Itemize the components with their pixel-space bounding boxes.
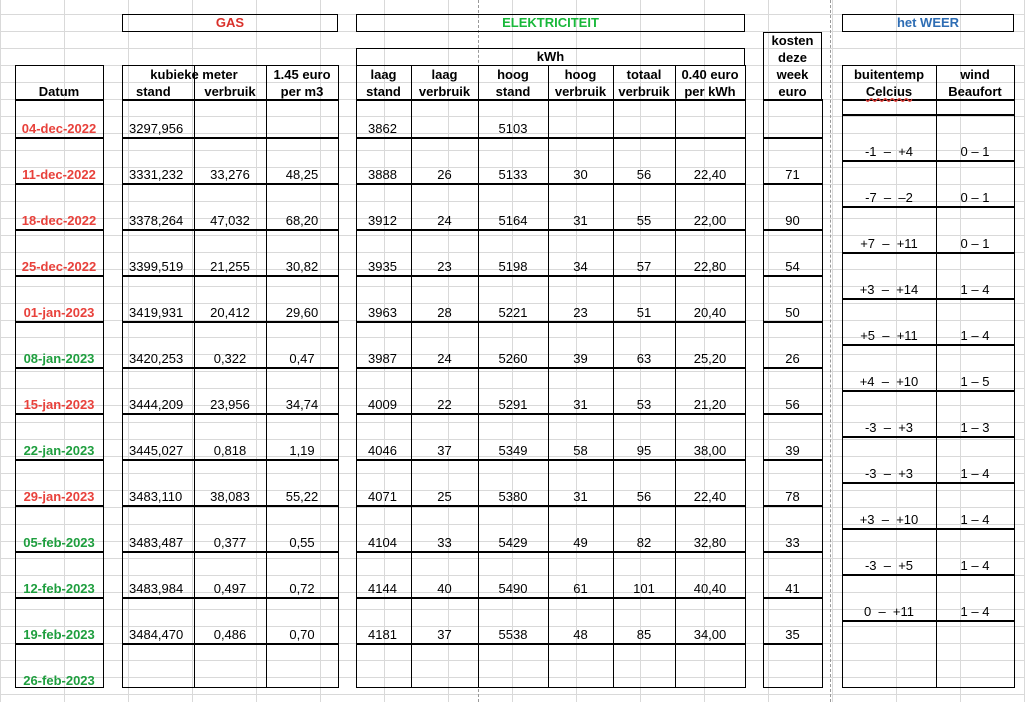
row-divider bbox=[15, 183, 104, 185]
el-euro-cell: 20,40 bbox=[693, 305, 727, 320]
kosten-col-border bbox=[763, 99, 823, 688]
laag-verbruik-cell: 23 bbox=[437, 259, 452, 274]
row-divider bbox=[122, 597, 339, 599]
row-divider bbox=[15, 459, 104, 461]
row-divider bbox=[122, 551, 339, 553]
row-divider bbox=[15, 137, 104, 139]
laag-verbruik-cell: 22 bbox=[437, 397, 452, 412]
hoog-stand-cell: 5260 bbox=[498, 351, 528, 366]
weather-row-divider bbox=[842, 344, 1015, 346]
row-divider bbox=[356, 551, 746, 553]
row-divider bbox=[122, 321, 339, 323]
gas-verbruik-header: verbruik bbox=[204, 84, 256, 99]
datum-header: Datum bbox=[38, 84, 80, 99]
gas-stand-cell: 3399,519 bbox=[129, 259, 184, 274]
laag-stand-cell: 3987 bbox=[368, 351, 397, 366]
hoog-stand-cell: 5103 bbox=[498, 121, 528, 136]
row-divider bbox=[15, 413, 104, 415]
weather-wind-cell: 0 – 1 bbox=[960, 190, 990, 205]
row-divider bbox=[763, 643, 823, 645]
kosten-header-4: euro bbox=[778, 84, 807, 99]
hoog-stand-cell: 5349 bbox=[498, 443, 528, 458]
row-date: 19-feb-2023 bbox=[23, 627, 95, 642]
hoog-verbruik-cell: 23 bbox=[573, 305, 588, 320]
row-divider bbox=[763, 275, 823, 277]
laag-stand-cell: 3862 bbox=[368, 121, 397, 136]
laag-stand-cell: 4046 bbox=[368, 443, 397, 458]
row-divider bbox=[15, 597, 104, 599]
gas-verbruik-cell: 23,956 bbox=[210, 397, 250, 412]
hoog-verbruik-cell: 30 bbox=[573, 167, 588, 182]
kwh-header: kWh bbox=[536, 49, 565, 64]
hoog-verbruik-header-top: hoog bbox=[564, 67, 597, 82]
totaal-verbruik-cell: 56 bbox=[636, 167, 652, 182]
row-date: 26-feb-2023 bbox=[23, 673, 95, 688]
row-divider bbox=[763, 229, 823, 231]
laag-stand-cell: 4104 bbox=[368, 535, 397, 550]
gas-stand-cell: 3445,027 bbox=[129, 443, 184, 458]
kosten-cell: 78 bbox=[785, 489, 800, 504]
kosten-cell: 35 bbox=[785, 627, 800, 642]
row-date: 12-feb-2023 bbox=[23, 581, 95, 596]
row-divider bbox=[15, 229, 104, 231]
row-divider bbox=[763, 597, 823, 599]
laag-verbruik-cell: 33 bbox=[437, 535, 452, 550]
el-price-header-top: 0.40 euro bbox=[681, 67, 739, 82]
gas-title: GAS bbox=[215, 15, 245, 30]
row-divider bbox=[15, 367, 104, 369]
weather-temp-cell: -3 – +3 bbox=[864, 420, 914, 435]
weer-title: het WEER bbox=[896, 15, 960, 30]
el-euro-cell: 21,20 bbox=[693, 397, 727, 412]
el-euro-cell: 22,00 bbox=[693, 213, 727, 228]
weather-row-divider bbox=[842, 160, 1015, 162]
hoog-verbruik-cell: 31 bbox=[573, 489, 588, 504]
weather-temp-cell: -7 – –2 bbox=[865, 190, 913, 205]
laag-verbruik-cell: 24 bbox=[437, 351, 452, 366]
hoog-stand-cell: 5221 bbox=[498, 305, 528, 320]
laag-verbruik-cell: 28 bbox=[437, 305, 452, 320]
el-euro-cell: 22,80 bbox=[693, 259, 727, 274]
kosten-header-1: kosten bbox=[771, 33, 814, 48]
gas-euro-cell: 0,47 bbox=[289, 351, 315, 366]
kosten-cell: 39 bbox=[785, 443, 800, 458]
row-date: 22-jan-2023 bbox=[23, 443, 95, 458]
weather-row-divider bbox=[842, 620, 1015, 622]
laag-verbruik-cell: 37 bbox=[437, 443, 452, 458]
weather-wind-cell: 0 – 1 bbox=[960, 236, 990, 251]
row-divider bbox=[122, 275, 339, 277]
laag-verbruik-cell: 25 bbox=[437, 489, 452, 504]
gas-stand-cell: 3331,232 bbox=[129, 167, 184, 182]
row-divider bbox=[763, 183, 823, 185]
row-divider bbox=[356, 413, 746, 415]
row-divider bbox=[356, 459, 746, 461]
header-divider bbox=[842, 99, 1015, 101]
weather-row-divider bbox=[842, 206, 1015, 208]
gas-stand-cell: 3484,470 bbox=[129, 627, 184, 642]
header-divider bbox=[763, 99, 823, 101]
row-date: 18-dec-2022 bbox=[21, 213, 97, 228]
weather-row-divider bbox=[842, 114, 1015, 116]
wind-header: wind bbox=[960, 67, 990, 82]
laag-verbruik-cell: 40 bbox=[437, 581, 452, 596]
gas-verbruik-cell: 21,255 bbox=[210, 259, 250, 274]
hoog-stand-cell: 5538 bbox=[498, 627, 528, 642]
totaal-verbruik-header-top: totaal bbox=[626, 67, 662, 82]
row-divider bbox=[15, 275, 104, 277]
laag-stand-header-top: laag bbox=[370, 67, 397, 82]
gas-verbruik-cell: 33,276 bbox=[210, 167, 250, 182]
weather-row-divider bbox=[842, 528, 1015, 530]
laag-stand-header-bottom: stand bbox=[366, 84, 401, 99]
hoog-verbruik-cell: 49 bbox=[573, 535, 588, 550]
row-divider bbox=[15, 643, 104, 645]
gas-euro-cell: 34,74 bbox=[285, 397, 319, 412]
row-divider bbox=[763, 137, 823, 139]
row-divider bbox=[356, 367, 746, 369]
row-date: 25-dec-2022 bbox=[21, 259, 97, 274]
weather-row-divider bbox=[842, 390, 1015, 392]
weather-wind-cell: 0 – 1 bbox=[960, 144, 990, 159]
gas-euro-cell: 48,25 bbox=[285, 167, 319, 182]
hoog-verbruik-cell: 34 bbox=[573, 259, 588, 274]
buitentemp-header: buitentemp bbox=[853, 67, 925, 82]
totaal-verbruik-cell: 55 bbox=[636, 213, 652, 228]
hoog-verbruik-cell: 61 bbox=[573, 581, 588, 596]
weather-wind-cell: 1 – 4 bbox=[960, 328, 990, 343]
kosten-cell: 50 bbox=[785, 305, 800, 320]
totaal-verbruik-cell: 51 bbox=[636, 305, 652, 320]
kosten-cell: 71 bbox=[785, 167, 800, 182]
gas-euro-cell: 0,72 bbox=[289, 581, 315, 596]
beaufort-header: Beaufort bbox=[948, 84, 1002, 99]
kosten-cell: 41 bbox=[785, 581, 800, 596]
hoog-verbruik-cell: 58 bbox=[573, 443, 588, 458]
weather-temp-cell: -3 – +5 bbox=[864, 558, 914, 573]
header-divider bbox=[356, 99, 746, 101]
weather-row-divider bbox=[842, 574, 1015, 576]
kosten-cell: 56 bbox=[785, 397, 800, 412]
row-date: 11-dec-2022 bbox=[22, 167, 96, 182]
row-divider bbox=[763, 551, 823, 553]
laag-verbruik-header-bottom: verbruik bbox=[418, 84, 471, 99]
weather-temp-cell: -1 – +4 bbox=[864, 144, 914, 159]
row-divider bbox=[15, 505, 104, 507]
row-divider bbox=[122, 505, 339, 507]
gas-verbruik-cell: 38,083 bbox=[210, 489, 250, 504]
weather-temp-cell: -3 – +3 bbox=[864, 466, 914, 481]
gas-euro-cell: 68,20 bbox=[285, 213, 319, 228]
row-divider bbox=[763, 459, 823, 461]
gas-euro-cell: 30,82 bbox=[285, 259, 319, 274]
hoog-verbruik-cell: 31 bbox=[573, 213, 588, 228]
weather-temp-cell: +5 – +11 bbox=[860, 328, 918, 343]
row-divider bbox=[15, 551, 104, 553]
hoog-stand-cell: 5133 bbox=[498, 167, 528, 182]
row-divider bbox=[356, 275, 746, 277]
laag-stand-cell: 4009 bbox=[368, 397, 397, 412]
weather-temp-cell: +4 – +10 bbox=[859, 374, 919, 389]
weather-wind-cell: 1 – 4 bbox=[960, 558, 990, 573]
hoog-stand-header-top: hoog bbox=[497, 67, 529, 82]
gas-stand-cell: 3483,984 bbox=[129, 581, 184, 596]
hoog-verbruik-header-bottom: verbruik bbox=[554, 84, 607, 99]
laag-stand-cell: 4071 bbox=[368, 489, 397, 504]
totaal-verbruik-cell: 57 bbox=[636, 259, 652, 274]
hoog-stand-cell: 5380 bbox=[498, 489, 528, 504]
laag-stand-cell: 3963 bbox=[368, 305, 397, 320]
laag-stand-cell: 4144 bbox=[368, 581, 397, 596]
gas-euro-cell: 55,22 bbox=[285, 489, 319, 504]
el-euro-cell: 40,40 bbox=[693, 581, 727, 596]
weather-row-divider bbox=[842, 252, 1015, 254]
gas-euro-cell: 1,19 bbox=[289, 443, 315, 458]
row-divider bbox=[122, 367, 339, 369]
row-divider bbox=[122, 413, 339, 415]
totaal-verbruik-cell: 85 bbox=[636, 627, 652, 642]
row-divider bbox=[763, 321, 823, 323]
el-price-header-bottom: per kWh bbox=[684, 84, 736, 99]
el-euro-cell: 32,80 bbox=[693, 535, 727, 550]
totaal-verbruik-header-bottom: verbruik bbox=[618, 84, 670, 99]
el-euro-cell: 38,00 bbox=[693, 443, 727, 458]
gas-stand-cell: 3483,487 bbox=[129, 535, 184, 550]
row-divider bbox=[15, 321, 104, 323]
gas-stand-cell: 3420,253 bbox=[129, 351, 184, 366]
header-divider bbox=[15, 99, 104, 101]
totaal-verbruik-cell: 63 bbox=[636, 351, 652, 366]
gas-stand-cell: 3378,264 bbox=[129, 213, 184, 228]
row-divider bbox=[763, 367, 823, 369]
gas-euro-cell: 0,70 bbox=[289, 627, 315, 642]
totaal-verbruik-cell: 82 bbox=[636, 535, 652, 550]
gas-verbruik-cell: 20,412 bbox=[210, 305, 250, 320]
hoog-verbruik-cell: 39 bbox=[573, 351, 588, 366]
el-euro-cell: 25,20 bbox=[693, 351, 727, 366]
page-break-line bbox=[830, 0, 831, 702]
row-divider bbox=[356, 229, 746, 231]
hoog-verbruik-cell: 31 bbox=[573, 397, 588, 412]
weather-wind-cell: 1 – 3 bbox=[960, 420, 990, 435]
totaal-verbruik-cell: 95 bbox=[636, 443, 652, 458]
gas-price-header-bottom: per m3 bbox=[280, 84, 324, 99]
hoog-stand-header-bottom: stand bbox=[495, 84, 531, 99]
totaal-verbruik-cell: 56 bbox=[636, 489, 652, 504]
hoog-verbruik-cell: 48 bbox=[573, 627, 588, 642]
laag-stand-cell: 3935 bbox=[368, 259, 397, 274]
elektriciteit-title: ELEKTRICITEIT bbox=[502, 15, 599, 30]
hoog-stand-cell: 5291 bbox=[498, 397, 528, 412]
el-euro-cell: 22,40 bbox=[693, 167, 727, 182]
hoog-stand-cell: 5429 bbox=[498, 535, 528, 550]
header-divider bbox=[122, 99, 339, 101]
laag-verbruik-cell: 37 bbox=[437, 627, 452, 642]
hoog-stand-cell: 5164 bbox=[498, 213, 528, 228]
kosten-header-2: deze bbox=[778, 50, 807, 65]
row-divider bbox=[122, 137, 339, 139]
hoog-stand-cell: 5198 bbox=[498, 259, 528, 274]
weather-row-divider bbox=[842, 298, 1015, 300]
weather-wind-cell: 1 – 4 bbox=[960, 282, 990, 297]
kosten-cell: 90 bbox=[785, 213, 800, 228]
row-divider bbox=[122, 643, 339, 645]
gas-stand-header: stand bbox=[136, 84, 171, 99]
gas-verbruik-cell: 47,032 bbox=[210, 213, 250, 228]
gas-price-header-top: 1.45 euro bbox=[273, 67, 331, 82]
laag-stand-cell: 4181 bbox=[368, 627, 397, 642]
weather-temp-cell: 0 – +11 bbox=[864, 604, 914, 619]
weather-temp-cell: +3 – +14 bbox=[859, 282, 919, 297]
weather-temp-cell: +3 – +10 bbox=[859, 512, 919, 527]
row-divider bbox=[122, 459, 339, 461]
gas-stand-cell: 3297,956 bbox=[129, 121, 184, 136]
row-divider bbox=[356, 597, 746, 599]
row-divider bbox=[356, 505, 746, 507]
gas-stand-cell: 3419,931 bbox=[129, 305, 184, 320]
totaal-verbruik-cell: 101 bbox=[633, 581, 655, 596]
gas-verbruik-cell: 0,486 bbox=[213, 627, 247, 642]
weather-wind-cell: 1 – 4 bbox=[960, 604, 990, 619]
row-divider bbox=[122, 183, 339, 185]
gas-stand-cell: 3444,209 bbox=[129, 397, 184, 412]
laag-stand-cell: 3912 bbox=[368, 213, 397, 228]
kosten-header-3: week bbox=[776, 67, 809, 82]
row-date: 08-jan-2023 bbox=[23, 351, 95, 366]
weather-wind-cell: 1 – 4 bbox=[960, 512, 990, 527]
gas-verbruik-cell: 0,377 bbox=[213, 535, 247, 550]
gas-euro-cell: 0,55 bbox=[289, 535, 315, 550]
laag-verbruik-cell: 26 bbox=[437, 167, 452, 182]
totaal-verbruik-cell: 53 bbox=[636, 397, 652, 412]
weather-row-divider bbox=[842, 482, 1015, 484]
row-divider bbox=[356, 137, 746, 139]
kosten-cell: 26 bbox=[785, 351, 800, 366]
weather-wind-cell: 1 – 5 bbox=[960, 374, 990, 389]
row-date: 04-dec-2022 bbox=[21, 121, 97, 136]
row-date: 05-feb-2023 bbox=[23, 535, 95, 550]
row-divider bbox=[356, 321, 746, 323]
hoog-stand-cell: 5490 bbox=[498, 581, 528, 596]
row-date: 15-jan-2023 bbox=[23, 397, 95, 412]
weather-temp-cell: +7 – +11 bbox=[860, 236, 918, 251]
kosten-cell: 33 bbox=[785, 535, 800, 550]
laag-stand-cell: 3888 bbox=[368, 167, 397, 182]
gas-verbruik-cell: 0,497 bbox=[213, 581, 247, 596]
row-date: 29-jan-2023 bbox=[23, 489, 95, 504]
weather-wind-cell: 1 – 4 bbox=[960, 466, 990, 481]
row-divider bbox=[356, 183, 746, 185]
row-divider bbox=[356, 643, 746, 645]
laag-verbruik-cell: 24 bbox=[437, 213, 452, 228]
gas-verbruik-cell: 0,322 bbox=[213, 351, 247, 366]
row-divider bbox=[763, 505, 823, 507]
row-date: 01-jan-2023 bbox=[23, 305, 95, 320]
kosten-cell: 54 bbox=[785, 259, 800, 274]
el-euro-cell: 34,00 bbox=[693, 627, 727, 642]
celcius-header: Celcius bbox=[865, 84, 913, 99]
laag-verbruik-header-top: laag bbox=[431, 67, 458, 82]
row-divider bbox=[122, 229, 339, 231]
gas-euro-cell: 29,60 bbox=[285, 305, 319, 320]
row-divider bbox=[763, 413, 823, 415]
el-euro-cell: 22,40 bbox=[693, 489, 727, 504]
gas-kubieke-meter-header: kubieke meter bbox=[150, 67, 238, 82]
weather-row-divider bbox=[842, 436, 1015, 438]
gas-verbruik-cell: 0,818 bbox=[213, 443, 247, 458]
gas-stand-cell: 3483,110 bbox=[129, 489, 183, 504]
